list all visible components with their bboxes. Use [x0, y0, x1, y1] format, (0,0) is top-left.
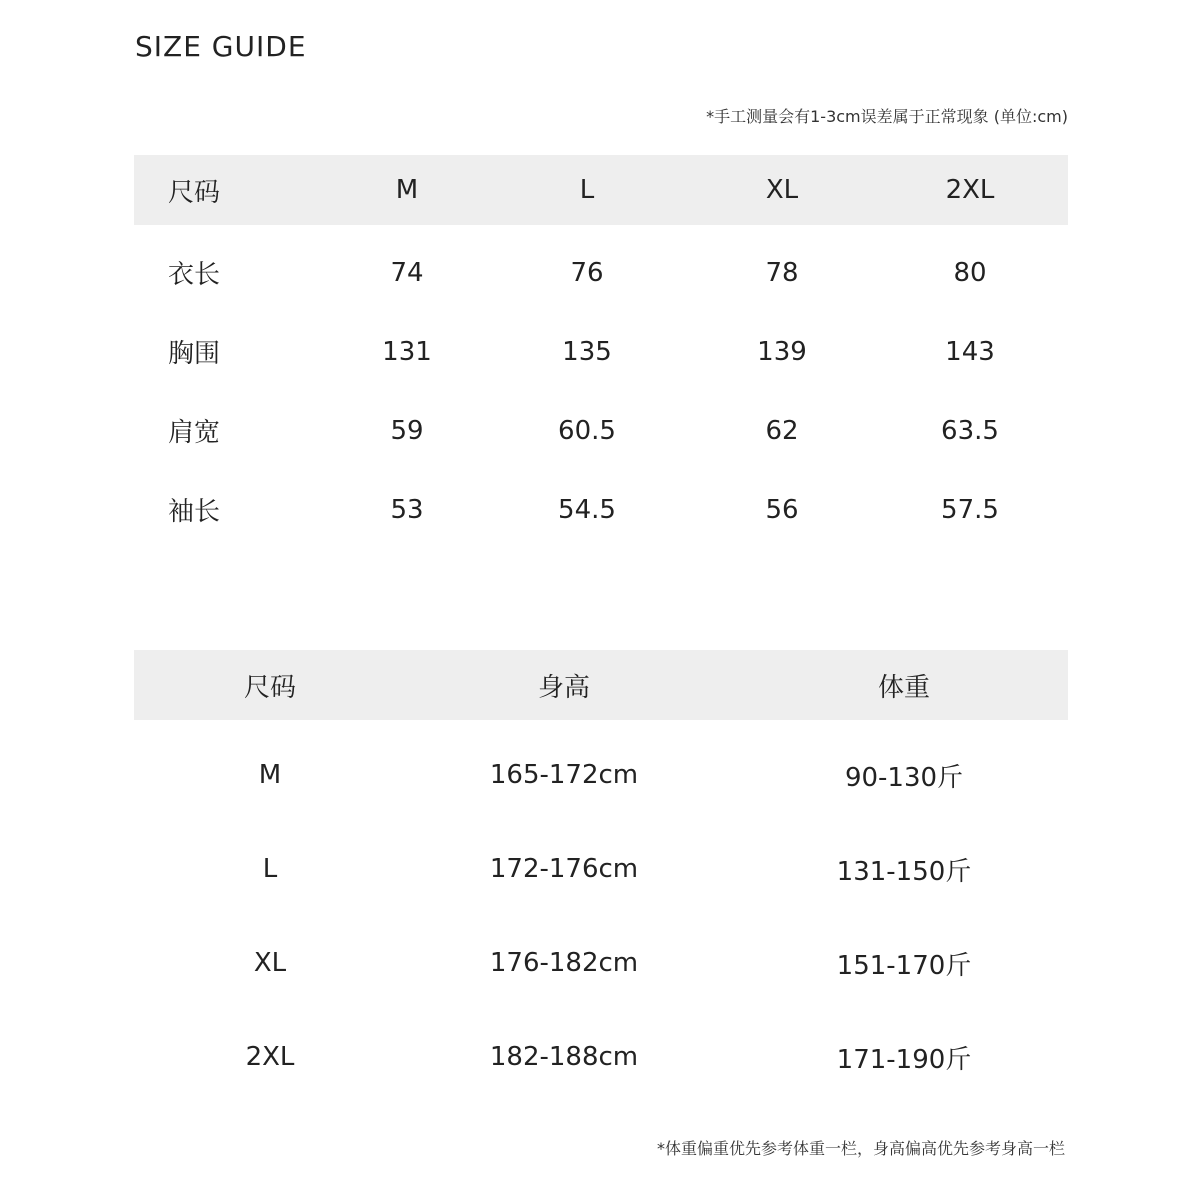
- row-label: 2XL: [245, 1042, 295, 1072]
- header-cell-size: 尺码: [168, 177, 221, 208]
- table-cell: 60.5: [558, 415, 616, 446]
- table-cell: 90-130斤: [844, 762, 964, 793]
- garment-size-table: [134, 155, 1068, 549]
- header-cell-height: 身高: [537, 672, 590, 703]
- table-cell: 76: [570, 257, 604, 288]
- header-cell-2xl: 2XL: [945, 175, 995, 205]
- table-cell: 131-150斤: [836, 856, 972, 887]
- row-label: 肩宽: [168, 418, 221, 448]
- table-cell: 57.5: [941, 494, 999, 525]
- row-label: 袖长: [168, 497, 221, 527]
- header-cell-l: L: [579, 175, 595, 205]
- table-cell: 139: [757, 336, 807, 367]
- table-cell: 131: [382, 336, 432, 367]
- table-cell: 165-172cm: [489, 760, 639, 790]
- table-cell: 78: [765, 257, 799, 288]
- table-cell: 182-188cm: [489, 1042, 639, 1072]
- table-row: [134, 391, 1068, 470]
- table-row: [134, 312, 1068, 391]
- table-row: [134, 916, 1068, 1010]
- table-row: [134, 822, 1068, 916]
- table-cell: 135: [562, 336, 612, 367]
- header-cell-weight: 体重: [877, 672, 930, 703]
- table-cell: 80: [953, 257, 987, 288]
- table-cell: 62: [765, 415, 799, 446]
- table-row: [134, 470, 1068, 549]
- table-cell: 172-176cm: [489, 854, 639, 884]
- table-cell: 54.5: [558, 494, 616, 525]
- header-cell-m: M: [395, 175, 419, 205]
- table-cell: 176-182cm: [489, 948, 639, 978]
- page-title: SIZE GUIDE: [135, 30, 307, 63]
- body-size-table: [134, 650, 1068, 1104]
- table-cell: 171-190斤: [836, 1044, 972, 1075]
- table-row: [134, 728, 1068, 822]
- row-label: L: [262, 854, 278, 884]
- table-cell: 74: [390, 257, 424, 288]
- header-cell-xl: XL: [765, 175, 799, 205]
- row-label: 衣长: [168, 260, 221, 290]
- header-cell-size: 尺码: [243, 672, 296, 703]
- row-label: 胸围: [168, 339, 221, 369]
- row-label: M: [258, 760, 282, 790]
- table-cell: 56: [765, 494, 799, 525]
- table-cell: 143: [945, 336, 995, 367]
- table-cell: 151-170斤: [836, 950, 972, 981]
- table-header: [134, 155, 1068, 225]
- table-row: [134, 1010, 1068, 1104]
- table-row: [134, 233, 1068, 312]
- row-label: XL: [253, 948, 287, 978]
- table-cell: 63.5: [941, 415, 999, 446]
- table-header: [134, 650, 1068, 720]
- recommendation-note: *体重偏重优先参考体重一栏，身高偏高优先参考身高一栏: [656, 1139, 1065, 1158]
- table-cell: 59: [390, 415, 424, 446]
- table-cell: 53: [390, 494, 424, 525]
- measurement-note: *手工测量会有1-3cm误差属于正常现象 (单位:cm): [706, 107, 1068, 126]
